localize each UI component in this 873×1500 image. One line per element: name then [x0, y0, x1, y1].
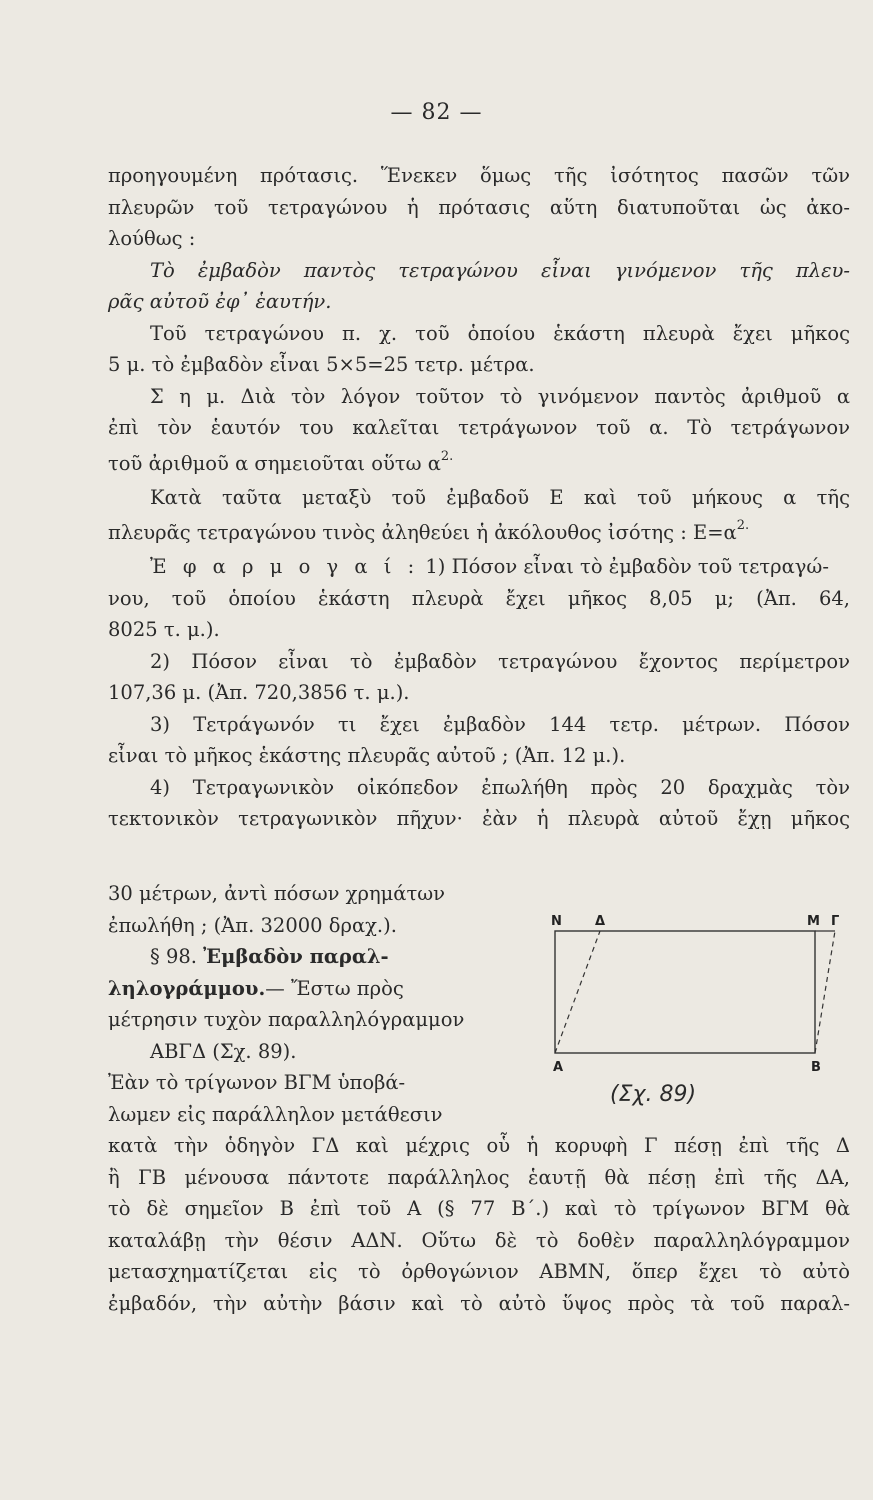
- text-line: 3) Τετράγωνόν τι ἔχει ἐμβαδὸν 144 τετρ. μέτρων. Πόσον: [150, 712, 850, 736]
- text-fragment: τοῦ ἀριθμοῦ α σημειοῦται οὕτω α: [108, 451, 441, 475]
- dashed-line-AD: [555, 931, 600, 1053]
- text-line: κατὰ τὴν ὁδηγὸν ΓΔ καὶ μέχρις οὗ ἡ κορυφὴ Γ πέσῃ ἐπὶ τῆς Δ: [108, 1134, 850, 1157]
- rectangle-ABMN: [555, 931, 815, 1053]
- note-line: Σ η μ. Διὰ τὸν λόγον τοῦτον τὸ γινόμενον παντὸς ἀριθμοῦ α: [150, 384, 850, 408]
- text-line: ἐπὶ τὸν ἑαυτόν του καλεῖται τετράγωνον τοῦ α. Τὸ τετράγωνον: [108, 416, 850, 439]
- section-heading-line: [108, 973, 508, 1005]
- parallelogram-diagram: [545, 905, 845, 1085]
- figure-caption: (Σχ. 89): [610, 1082, 697, 1107]
- text-line: ἢ ΓΒ μένουσα πάντοτε παράλληλος ἑαυτῇ θὰ πέσῃ ἐπὶ τῆς ΔΑ,: [108, 1165, 850, 1189]
- superscript: 2.: [440, 448, 454, 464]
- text-line: ΑΒΓΔ (Σχ. 89).: [150, 1039, 297, 1063]
- theorem-line: ρᾶς αὐτοῦ ἐφ᾽ ἑαυτήν.: [108, 290, 332, 313]
- section-number: § 98.: [150, 945, 204, 968]
- label-B: B: [811, 1060, 821, 1075]
- text-line: 107,36 μ. (Ἀπ. 720,3856 τ. μ.).: [108, 681, 410, 704]
- text-line: 5 μ. τὸ ἐμβαδὸν εἶναι 5×5=25 τετρ. μέτρα.: [108, 353, 535, 376]
- text-line: λούθως :: [108, 227, 196, 250]
- text-line: ἐμβαδόν, τὴν αὐτὴν βάσιν καὶ τὸ αὐτὸ ὕψος πρὸς τὰ τοῦ παραλ-: [108, 1291, 850, 1315]
- text-line: [108, 444, 850, 482]
- text-line: [108, 513, 850, 551]
- text-line: μέτρησιν τυχὸν παραλληλόγραμμον: [108, 1008, 465, 1031]
- text-line: τὸ δὲ σημεῖον Β ἐπὶ τοῦ Α (§ 77 Β΄.) καὶ τὸ τρίγωνον ΒΓΜ θὰ: [108, 1197, 850, 1220]
- text-line: 8025 τ. μ.).: [108, 618, 220, 641]
- text-line: 30 μέτρων, ἀντὶ πόσων χρημάτων: [108, 882, 446, 905]
- text-line: προηγουμένη πρότασις. Ἕνεκεν ὅμως τῆς ἰσότητος πασῶν τῶν: [108, 164, 850, 187]
- section-title: Ἐμβαδὸν παραλ-: [203, 945, 389, 968]
- text-line: εἶναι τὸ μῆκος ἑκάστης πλευρᾶς αὐτοῦ ; (Ἀπ. 12 μ.).: [108, 744, 626, 767]
- label-G: Γ: [831, 914, 840, 929]
- text-line: ἐπωλήθη ; (Ἀπ. 32000 δραχ.).: [108, 913, 397, 937]
- exercises-heading: Ἐ φ α ρ μ ο γ α ί :: [150, 555, 420, 578]
- label-D: Δ: [595, 914, 606, 929]
- text-line: 2) Πόσον εἶναι τὸ ἐμβαδὸν τετραγώνου ἔχοντος περίμετρον: [150, 649, 850, 673]
- text-line: καταλάβῃ τὴν θέσιν ΑΔΝ. Οὕτω δὲ τὸ δοθὲν παραλληλόγραμμον: [108, 1228, 850, 1252]
- text-line: τεκτονικὸν τετραγωνικὸν πῆχυν· ἐὰν ἡ πλευρὰ αὐτοῦ ἔχῃ μῆκος: [108, 807, 850, 830]
- text-line: Κατὰ ταῦτα μεταξὺ τοῦ ἐμβαδοῦ Ε καὶ τοῦ μήκους α τῆς: [150, 485, 850, 509]
- text-block-1: [108, 160, 850, 835]
- theorem-line: Τὸ ἐμβαδὸν παντὸς τετραγώνου εἶναι γινόμενον τῆς πλευ-: [150, 258, 850, 282]
- text-line: μετασχηματίζεται εἰς τὸ ὀρθογώνιον ΑΒΜΝ, ὅπερ ἔχει τὸ αὐτὸ: [108, 1260, 850, 1283]
- text-line: 4) Τετραγωνικὸν οἰκόπεδον ἐπωλήθη πρὸς 20 δραχμὰς τὸν: [150, 775, 850, 799]
- label-N: N: [551, 914, 562, 929]
- exercises-line: [108, 551, 850, 583]
- text-fragment: — Ἔστω πρὸς: [265, 976, 404, 1000]
- text-block-2: [108, 878, 508, 1130]
- text-fragment: πλευρᾶς τετραγώνου τινὸς ἀληθεύει ἡ ἀκόλουθος ἰσότης : Ε=α: [108, 521, 737, 544]
- superscript: 2.: [736, 518, 750, 533]
- label-A: A: [553, 1060, 564, 1075]
- text-fragment: 1) Πόσον εἶναι τὸ ἐμβαδὸν τοῦ τετραγώ-: [419, 555, 829, 578]
- label-M: M: [807, 914, 820, 929]
- section-heading-line: [108, 941, 508, 973]
- text-line: πλευρῶν τοῦ τετραγώνου ἡ πρότασις αὕτη διατυποῦται ὡς ἀκο-: [108, 195, 850, 219]
- page-number: — 82 —: [390, 100, 483, 125]
- text-line: Τοῦ τετραγώνου π. χ. τοῦ ὁποίου ἑκάστη πλευρὰ ἔχει μῆκος: [150, 321, 850, 345]
- text-line: Ἐὰν τὸ τρίγωνον ΒΓΜ ὑποβά-: [108, 1071, 406, 1094]
- text-line: λωμεν εἰς παράλληλον μετάθεσιν: [108, 1102, 443, 1126]
- dashed-line-BG: [815, 931, 835, 1053]
- text-line: νου, τοῦ ὁποίου ἑκάστη πλευρὰ ἔχει μῆκος 8,05 μ; (Ἀπ. 64,: [108, 586, 850, 610]
- figure-89: [545, 905, 845, 1085]
- section-title-cont: ληλογράμμου.: [108, 976, 266, 1000]
- text-block-3: [108, 1130, 850, 1319]
